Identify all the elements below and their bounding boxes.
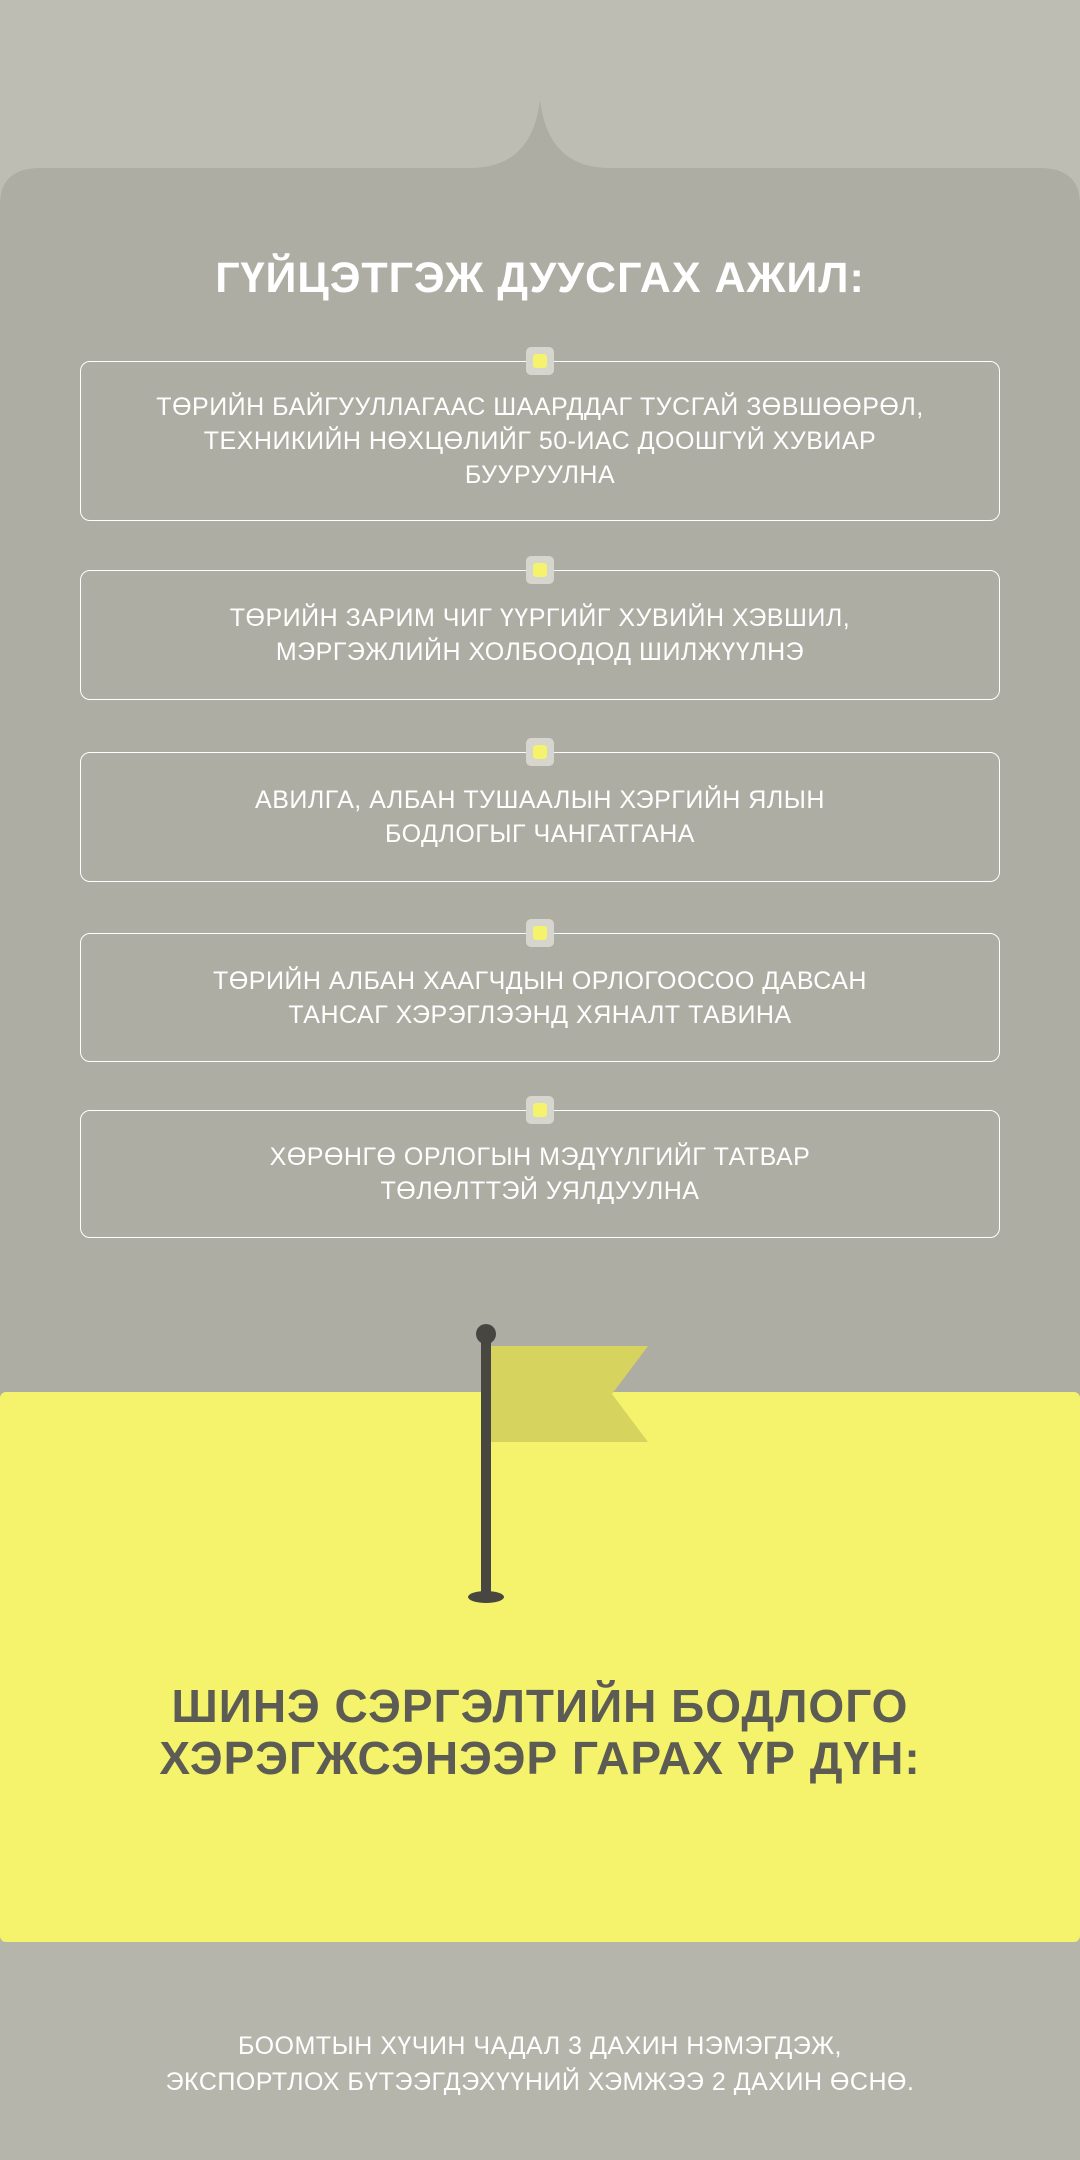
bullet-marker-icon [526, 347, 554, 375]
list-item-text: ХӨРӨНГӨ ОРЛОГЫН МЭДҮҮЛГИЙГ ТАТВАР ТӨЛӨЛТТЭЙ УЯЛДУУЛНА [269, 1143, 811, 1205]
list-item [80, 361, 1000, 521]
list-item [80, 933, 1000, 1062]
result-heading: ШИНЭ СЭРГЭЛТИЙН БОДЛОГО ХЭРЭГЖСЭНЭЭР ГАРАХ ҮР ДҮН: [159, 1680, 921, 1784]
list-item [80, 1110, 1000, 1238]
bullet-marker-icon [526, 738, 554, 766]
bullet-marker-icon [526, 919, 554, 947]
list-item-text: ТӨРИЙН АЛБАН ХААГЧДЫН ОРЛОГООСОО ДАВСАН ТАНСАГ ХЭРЭГЛЭЭНД ХЯНАЛТ ТАВИНА [213, 966, 867, 1029]
list-item-text: ТӨРИЙН БАЙГУУЛЛАГААС ШААРДДАГ ТУСГАЙ ЗӨВШӨӨРӨЛ, ТЕХНИКИЙН НӨХЦӨЛИЙГ 50-ИАС ДООШГҮЙ ХУВИАР БУУРУУЛНА [156, 393, 924, 489]
list-item-text: ТӨРИЙН ЗАРИМ ЧИГ ҮҮРГИЙГ ХУВИЙН ХЭВШИЛ, МЭРГЭЖЛИЙН ХОЛБООДОД ШИЛЖҮҮЛНЭ [229, 604, 851, 666]
result-text: БООМТЫН ХҮЧИН ЧАДАЛ 3 ДАХИН НЭМЭГДЭЖ, ЭКСПОРТЛОХ БҮТЭЭГДЭХҮҮНИЙ ХЭМЖЭЭ 2 ДАХИН ӨСНӨ. [165, 2032, 915, 2096]
list-item-text: АВИЛГА, АЛБАН ТУШААЛЫН ХЭРГИЙН ЯЛЫН БОДЛОГЫГ ЧАНГАТГАНА [255, 786, 825, 848]
bullet-marker-icon [526, 1096, 554, 1124]
page-title: ГҮЙЦЭТГЭЖ ДУУСГАХ АЖИЛ: [215, 254, 865, 302]
list-item [80, 752, 1000, 882]
list-item [80, 570, 1000, 700]
bullet-marker-icon [526, 556, 554, 584]
yellow-band [0, 1392, 1080, 1942]
